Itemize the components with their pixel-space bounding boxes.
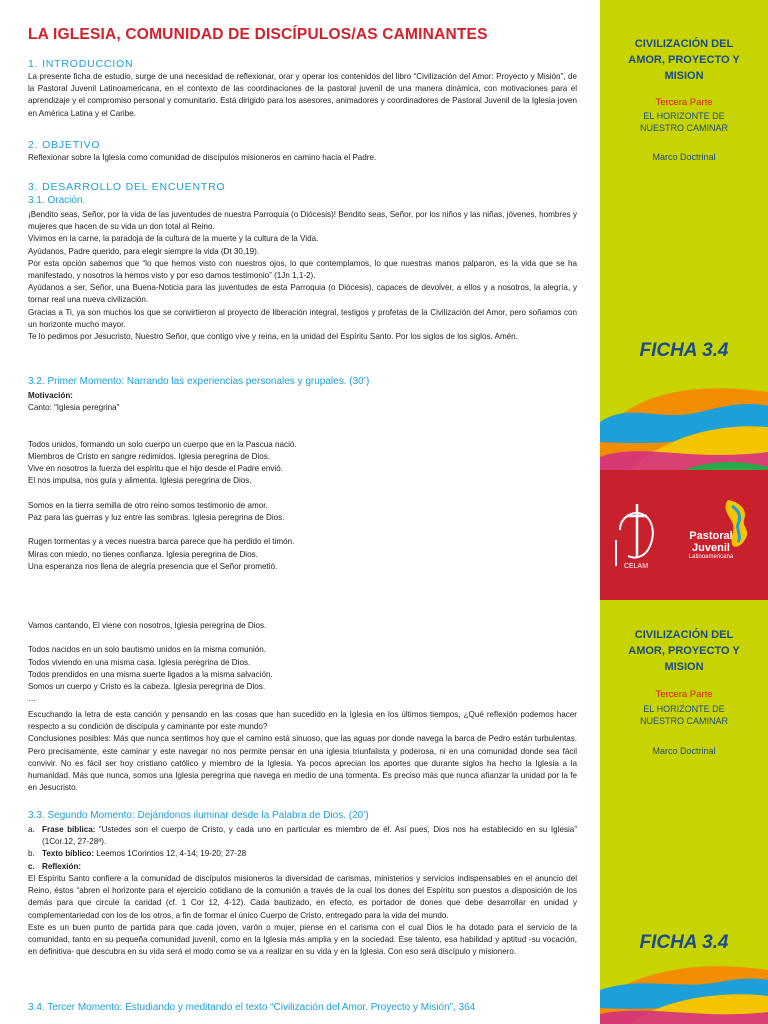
document-title: LA IGLESIA, COMUNIDAD DE DISCÍPULOS/AS CAMINANTES xyxy=(28,26,488,43)
decorative-wave-graphic xyxy=(600,960,768,1024)
section-heading-desarrollo: 3. DESARROLLO DEL ENCUENTRO xyxy=(28,181,226,193)
subsection-heading-oracion: 3.1. Oración. xyxy=(28,195,86,206)
list-item-label: Frase bíblica: xyxy=(42,825,96,834)
chapter-title xyxy=(600,110,768,134)
ficha-label: FICHA 3.4 xyxy=(639,932,729,953)
reflection-question: Escuchando la letra de esta canción y pensando en las cosas que han sucedido en la Iglesia en los últimos tiempos, ¿Qué reflexión podemos hacer respecto a su condición de discípula y caminante por este mundo? xyxy=(28,710,577,732)
motivacion-label: Motivación: xyxy=(28,391,73,400)
list-item xyxy=(28,861,577,873)
chapter-title-line: EL HORIZONTE DE xyxy=(643,704,725,714)
subsection-heading-primer-momento: 3.2. Primer Momento: Narrando las experiencias personales y grupales. (30’) xyxy=(28,376,370,387)
celam-seal-text: CELAM xyxy=(623,563,649,570)
song-label: Canto: “Iglesia peregrina” xyxy=(28,403,120,413)
logo-line: Pastoral xyxy=(689,530,733,542)
song-line: Vamos cantando, El viene con nosotros, Iglesia peregrina de Dios. xyxy=(28,621,267,630)
objetivo-text: Reflexionar sobre la Iglesia como comunidad de discípulos misioneros en camino hacia el Padre. xyxy=(28,153,377,162)
song-block xyxy=(28,390,588,573)
series-title-line: AMOR, PROYECTO Y xyxy=(628,645,740,657)
reflection-conclusions: Conclusiones posibles: Más que nunca sentimos hoy que el camino está sinuoso, que las aguas por donde navega la barca de Pedro están turbulentas. Pero precisamente, este caminar y este navegar no nos permite pensar en una iglesia triunfalista y poderosa, ni en una comunidad donde sea fácil convivir. No es fácil ser hoy cristiano católico y miembro de la Iglesia. Ya pocos aprecian los aportes que durante siglos ha hecho la Iglesia a la humanidad. Más que nunca, somos una Iglesia peregrina que navega en medio de una tormenta. Es preciso más que nunca afianzar la unidad por la fe en Jesucristo. xyxy=(28,734,577,793)
celam-logo-icon xyxy=(612,500,662,570)
section-heading-introduccion: 1. INTRODUCCION xyxy=(28,58,134,70)
chapter-title-line: NUESTRO CAMINAR xyxy=(639,123,728,133)
oracion-paragraph: Ayúdanos a ser, Señor, una Buena-Noticia para las juventudes de esta Parroquia (o Diócesis), capaces de devolver, a ellos y a nosotros, la alegría, y tornar real una nueva civilización. xyxy=(28,283,577,305)
part-label: Tercera Parte xyxy=(655,97,713,108)
song-line: Una esperanza nos llena de alegría presencia que el Señor prometió. xyxy=(28,561,278,571)
oracion-paragraph: Vivimos en la carne, la paradoja de la cultura de la muerte y la cultura de la Vida. xyxy=(28,234,319,244)
series-title-line: CIVILIZACIÓN DEL xyxy=(634,38,734,50)
logo-line: Latinoamericana xyxy=(688,554,734,560)
series-title-line: AMOR, PROYECTO Y xyxy=(628,54,740,66)
series-title-line: MISION xyxy=(664,661,704,673)
introduccion-text: La presente ficha de estudio, surge de una necesidad de reflexionar, orar y operar los contenidos del libro “Civilización del Amor: Proyecto y Misión”, de la Pastoral Juvenil Latinoamericana, en el contexto de las coordinaciones de la pastoral juvenil de una manera dinámica, con motivaciones para el aprendizaje y el compromiso personal y comunitario. Está dirigido para los asesores, animadores y coordinadores de Pastoral Juvenil de la Iglesia joven en América Latina y el Caribe. xyxy=(28,72,577,118)
logo-line: Juvenil xyxy=(692,542,730,554)
sidebar xyxy=(600,0,768,1024)
song-line: El nos impulsa, nos guía y alimenta. Iglesia peregrina de Dios. xyxy=(28,476,252,486)
series-title-line: CIVILIZACIÓN DEL xyxy=(634,629,734,641)
list-item-label: Reflexión: xyxy=(42,861,82,871)
oracion-paragraph: Ayúdanos, Padre querido, para elegir siempre la vida (Dt 30,19). xyxy=(28,246,260,256)
song-line: Todos viviendo en una misma casa. Iglesia peregrina de Dios. xyxy=(28,657,251,667)
oracion-text xyxy=(28,209,577,343)
song-line: Somos en la tierra semilla de otro reino somos testimonio de amor. xyxy=(28,500,268,510)
song-line: Todos prendidos en una misma suerte ligados a la misma salvación. xyxy=(28,669,273,679)
song-line: Todos nacidos en un solo bautismo unidos en la misma comunión. xyxy=(28,645,267,655)
song-line: Miembros de Cristo en sangre redimidos. Iglesia peregrina de Dios. xyxy=(28,451,271,461)
list-item-label: Texto bíblico: xyxy=(42,849,95,859)
series-title xyxy=(600,36,768,84)
reflection-text xyxy=(28,709,577,794)
list-marker: a. xyxy=(28,825,35,834)
series-title-line: MISION xyxy=(664,70,704,82)
song-line: Rugen tormentas y a veces nuestra barca parece que ha perdido el timón. xyxy=(28,537,295,547)
list-marker: b. xyxy=(28,849,35,859)
list-item-text: “Ustedes son el cuerpo de Cristo, y cada uno en particular es miembro de él. Así pues, Dios nos ha establecido en su Iglesia” (1Cor.12, 27-28ª). xyxy=(42,825,577,847)
song-line: Todos unidos, formando un solo cuerpo un cuerpo que en la Pascua nació. xyxy=(28,439,297,449)
part-label: Tercera Parte xyxy=(655,689,713,700)
section-heading-objetivo: 2. OBJETIVO xyxy=(28,139,101,151)
chapter-title xyxy=(600,703,768,727)
decorative-wave-graphic xyxy=(600,372,768,482)
frame-label: Marco Doctrinal xyxy=(652,746,716,756)
frame-label: Marco Doctrinal xyxy=(652,152,716,162)
list-item xyxy=(28,824,577,848)
oracion-paragraph: Por esta opción sabemos que “lo que hemos visto con nuestros ojos, lo que contemplamos, lo que nuestras manos palparon, es la vida que se ha manifestado, y nosotros la hemos visto y por eso damos testimonio” (1Jn 1,1-2). xyxy=(28,258,577,281)
song-line: Vive en nosotros la fuerza del espíritu que el hijo desde el Padre envió. xyxy=(28,464,283,474)
oracion-paragraph: Te lo pedimos por Jesucristo, Nuestro Señor, que contigo vive y reina, en la unidad del Espíritu Santo. Por los siglos de los siglos. Amén. xyxy=(28,332,518,342)
song-line: Miras con miedo, no tienes confianza. Iglesia peregrina de Dios. xyxy=(28,549,258,559)
chapter-title-line: EL HORIZONTE DE xyxy=(643,111,725,121)
segundo-momento-list xyxy=(28,824,577,873)
segundo-momento-text xyxy=(28,873,577,958)
subsection-heading-segundo-momento: 3.3. Segundo Momento: Dejándonos iluminar desde la Palabra de Dios. (20’) xyxy=(28,810,369,821)
list-item-text: Leemos 1Corintios 12, 4-14; 19-20; 27-28 xyxy=(94,849,247,859)
list-item xyxy=(28,848,577,860)
series-title xyxy=(600,627,768,675)
ficha-label: FICHA 3.4 xyxy=(639,340,729,361)
list-marker: c. xyxy=(28,861,35,871)
chapter-title-line: NUESTRO CAMINAR xyxy=(639,716,728,726)
oracion-paragraph: Gracias a Ti, ya son muchos los que se convirtieron al proyecto de liberación integral, testigos y profetas de la Civilización del Amor, pero soñamos con un horizonte mucho mayor. xyxy=(28,307,577,329)
reflexion-paragraph: El Espíritu Santo confiere a la comunidad de discípulos misioneros la diversidad de carismas, ministerios y servicios indispensables en el anuncio del Reino, éstos “abren el horizonte para el ejercicio cotidiano de la comunión a través de la cual los dones del Espíritu son puestos a disposición de los demás para que circule la caridad (cf. 1 Cor 12, 4-12). Cada bautizado, en efecto, es portador de dones que debe desarrollar en unidad y complementariedad con los de los otros, a fin de formar el único Cuerpo de Cristo, entregado para la vida del mundo. xyxy=(28,874,577,920)
song-line: Paz para las guerras y luz entre las sombras. Iglesia peregrina de Dios. xyxy=(28,512,285,522)
song-line: Somos un cuerpo y Cristo es la cabeza. Iglesia peregrina de Dios. xyxy=(28,682,266,691)
subsection-heading-tercer-momento: 3.4. Tercer Momento: Estudiando y meditando el texto “Civilización del Amor. Proyecto y Misión”, 364 xyxy=(28,1002,476,1013)
song-line: … xyxy=(28,694,37,704)
reflexion-paragraph: Este es un buen punto de partida para que cada joven, varón o mujer, piense en el carisma con el cual Dios le ha dotado para el servicio de la comunidad, tanto en su pequeña comunidad juvenil, como en la Iglesia más amplia y en la sociedad. Ese talento, esa habilidad y aptitud -su vocación, en definitiva- que descubra en su vida será el modo como se va a realizar en su vida y en la Iglesia. Con eso será discípulo y misionero. xyxy=(28,922,577,957)
pastoral-juvenil-logo xyxy=(666,530,756,560)
oracion-paragraph: ¡Bendito seas, Señor, por la vida de las juventudes de nuestra Parroquia (o Diócesis)! Bendito seas, Señor, por los niños y las niñas, jóvenes, hombres y mujeres que hacen de su vida un don total al Reino. xyxy=(28,210,577,232)
song-block-continued xyxy=(28,620,588,705)
logo-band xyxy=(600,470,768,600)
